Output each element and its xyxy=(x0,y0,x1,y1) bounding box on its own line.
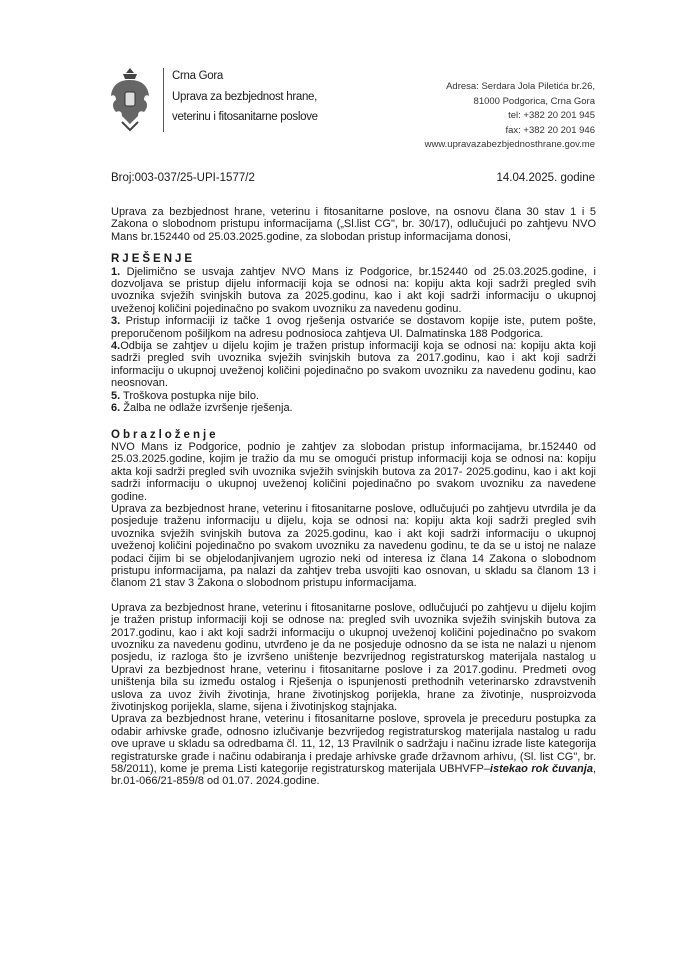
emphasis-text: istekao rok čuvanja xyxy=(489,763,593,776)
reasoning-paragraph xyxy=(111,713,596,787)
header-divider xyxy=(163,68,164,132)
item-text: Troškova postupka nije bilo. xyxy=(120,389,259,402)
reasoning-heading: Obrazloženje xyxy=(111,428,219,441)
city: 81000 Podgorica, Crna Gora xyxy=(473,95,595,107)
decision-item xyxy=(111,340,596,390)
decision-item xyxy=(111,390,596,402)
reference-number: Broj:003-037/25-UPI-1577/2 xyxy=(111,172,255,184)
website-link[interactable]: www.upravazabezbjednosthrane.gov.me xyxy=(424,139,595,150)
coat-of-arms-icon xyxy=(108,66,152,132)
contact-address xyxy=(425,80,595,153)
item-text: Djelimično se usvaja zahtjev NVO Mans iz Podgorice, br.152440 od 25.03.2025.godine, i dozvoljava se pristup dijelu informaciji koja se odnosi na: kopiju akta koji sadrži pregled svih uvoznika svježih svinjskih butova za 2025.godinu, kao i akt koji sadrži informaciju o ukupnoj uveženoj količini pojedinačno po svakom uvozniku za navedenu godinu. xyxy=(111,265,596,315)
item-number: 6. xyxy=(111,402,121,415)
item-number: 5. xyxy=(111,389,121,402)
country-name: Crna Gora xyxy=(172,70,223,82)
item-number: 4. xyxy=(111,340,121,353)
item-text: Žalba ne odlaže izvršenje rješenja. xyxy=(120,402,293,415)
decision-heading: RJEŠENJE xyxy=(111,253,196,266)
organization-name xyxy=(172,66,318,128)
decision-item xyxy=(111,315,596,340)
reasoning-paragraph: Uprava za bezbjednost hrane, veterinu i fitosanitarne poslove, odlučujući po zahtjevu u dijelu kojim je tražen pristup informaciji koji se odnose na: pregled svih uvoznika svježih svinjskih butova za 2017.godinu, kao i akt koji sadrži informaciju o ukupnoj uveženoj količini pojedinačno po svakom uvozniku za navedenu godinu, utvrđeno je da ne posjeduje odnosno da se ista ne nalazi u njenom posjedu, iz razloga što je izvršeno uništenje bezvrijednog registraturskog materijala nastalog u Upravi za bezbjednost hrane, veterinu i fitosanitarne poslove i za 2017.godinu. Predmeti ovog uništenja bila su između ostalog i Rješenja o ispunjenosti prethodnih veterinarsko zdravstvenih uslova za uvoz živih životinja, hrane životinjskog porijekla, hrane za životinje, nusproizvoda životinjskog porijekla, slame, sijena i životinjskog stajnjaka. xyxy=(111,601,596,714)
telephone: tel: +382 20 201 945 xyxy=(508,110,595,121)
agency-name-line-1: Uprava za bezbjednost hrane, xyxy=(172,90,318,103)
item-text: Pristup informaciji iz tačke 1 ovog rješenja ostvariće se dostavom kopije iste, putem pošte, preporučenom pošiljkom na adresu podnosioca zahtjeva Ul. Dalmatinska 188 Podgorica. xyxy=(111,315,596,340)
intro-paragraph: Uprava za bezbjednost hrane, veterinu i fitosanitarne poslove, na osnovu člana 30 stav 1 i 5 Zakona o slobodnom pristupu informacijama („Sl.list CG", br. 30/17), odlučujući po zahtjevu NVO Mans br.152440 od 25.03.2025.godine, za slobodan pristup informacijama donosi, xyxy=(111,206,596,243)
item-text: Odbija se zahtjev u dijelu kojim je tražen pristup informaciji koja se odnosi na: kopiju akta koji sadrži pregled svih uvoznika svježih svinjskih butova za 2017.godinu, kao i akt koji sadrži informaciju o ukupnoj uveženoj količini pojedinačno po svakom uvozniku za navedenu godinu, kao neosnovan. xyxy=(111,340,596,390)
reasoning-paragraph: Uprava za bezbjednost hrane, veterinu i fitosanitarne poslove, odlučujući po zahtjevu utvrdila je da posjeduje traženu informaciju u dijelu, koja se odnosi na: kopiju akta koji sadrži pregled svih uvoznika svježih svinjskih butova za 2025.godinu, kao i akt koji sadrži informaciju o ukupnoj uveženoj količini pojedinačno po svakom uvozniku za navedenu godinu, te da se u istoj ne nalaze podaci čijim bi se objelodanjivanjem ugrozio neki od interesa iz člana 14 Zakona o slobodnom pristupu informacijama, pa nalazi da zahtjev treba usvojiti kao osnovan, u skladu sa članom 13 i članom 21 stav 3 Zakona o slobodnom pristupu informacijama. xyxy=(111,502,596,590)
item-number: 1. xyxy=(111,265,121,278)
document-body xyxy=(111,206,596,788)
item-number: 3. xyxy=(111,315,121,328)
text: Uprava za bezbjednost hrane, veterinu i fitosanitarne poslove, sprovela je preceduru postupka za odabir arhivske građe, odnosno izlučivanje bezvrijedog registraturskog materijala nastalog u radu ove uprave u skladu sa odredbama čl. 11, 12, 13 Pravilnik o sadržaju i načinu izrade liste kategorija registraturske građe i načinu odabiranja i predaje arhivske građe državnom arhivu, (Sl. list CG", br. 58/2011), kome je prema Listi kategorije registraturskog materijala UBHVFP– xyxy=(111,713,596,776)
decision-item xyxy=(111,266,596,316)
reasoning-paragraph: NVO Mans iz Podgorice, podnio je zahtjev za slobodan pristup informacijama, br.152440 od 25.03.2025.godine, kojim je tražio da mu se omogući pristup informaciji koja se odnosi na: kopiju akta koji sadrži pregled svih uvoznika svježih svinjskih butova za 2017- 2025.godinu, kao i akt koji sadrži informaciju o ukupnoj uveženoj količini pojedinačno po svakom uvozniku za navedene godine. xyxy=(111,440,596,503)
document-date: 14.04.2025. godine xyxy=(496,172,595,184)
fax: fax: +382 20 201 946 xyxy=(505,124,595,136)
text: , br.01-066/21-859/8 od 01.07. 2024.godine. xyxy=(111,763,597,788)
street-address: Adresa: Serdara Jola Piletića br.26, xyxy=(446,81,595,92)
agency-name-line-2: veterinu i fitosanitarne poslove xyxy=(172,111,318,123)
decision-item xyxy=(111,402,596,414)
